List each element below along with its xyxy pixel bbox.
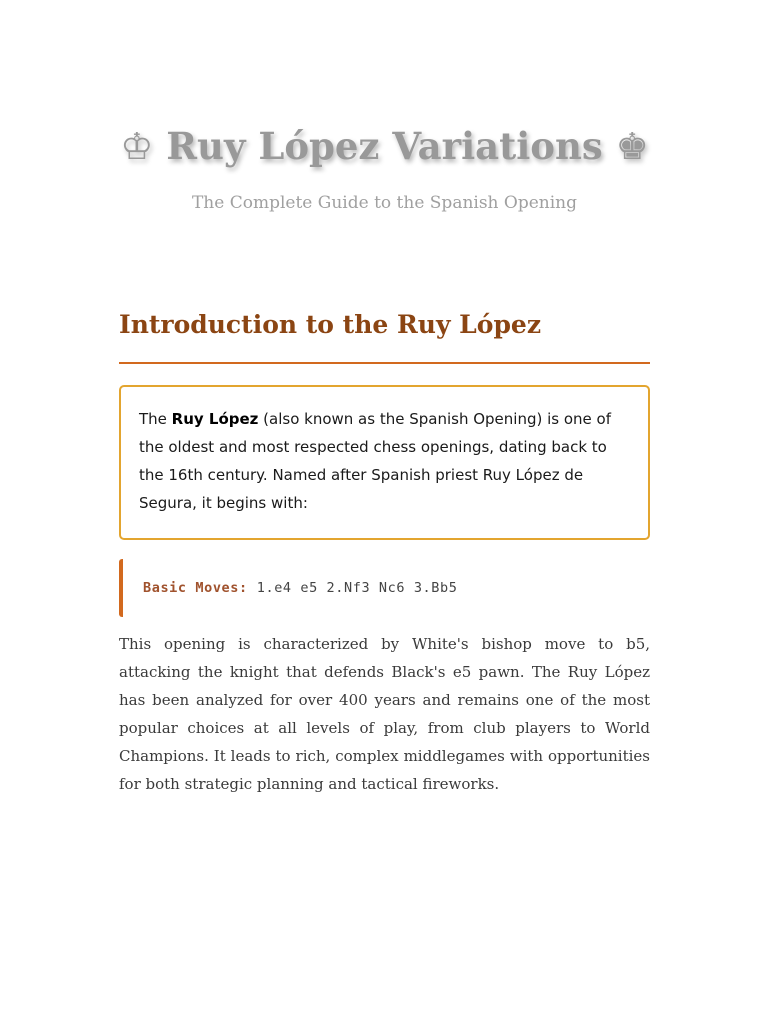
intro-bold-name: Ruy López (171, 410, 259, 428)
page-subtitle: The Complete Guide to the Spanish Opening (191, 193, 578, 213)
black-king-icon: ♚ (615, 125, 649, 168)
page-header (119, 118, 650, 215)
page-title-text: Ruy López Variations (166, 124, 603, 168)
intro-lead: The (139, 410, 172, 428)
body-paragraph: This opening is characterized by White's bishop move to b5, attacking the knight that defends Black's e5 pawn. The Ruy López has been analyzed for over 400 years and remains one of the most popular choices at all levels of play, from club players to World Champions. It leads to rich, complex middlegames with opportunities for both strategic planning and tactical fireworks. (119, 635, 650, 793)
basic-moves-label: Basic Moves: (143, 580, 248, 596)
section-title: Introduction to the Ruy López (119, 310, 542, 339)
white-king-icon: ♔ (120, 125, 154, 168)
basic-moves-block (119, 559, 650, 617)
intro-box (119, 385, 650, 540)
basic-moves-sequence: 1.e4 e5 2.Nf3 Nc6 3.Bb5 (256, 580, 458, 596)
section-divider (119, 362, 650, 364)
intro-rest: (also known as the Spanish Opening) is one of the oldest and most respected chess openings, dating back to the 16th century. Named after Spanish priest Ruy López de Segura, it begins with: (139, 410, 611, 512)
page-title (119, 118, 650, 175)
intro-paragraph (139, 405, 630, 517)
